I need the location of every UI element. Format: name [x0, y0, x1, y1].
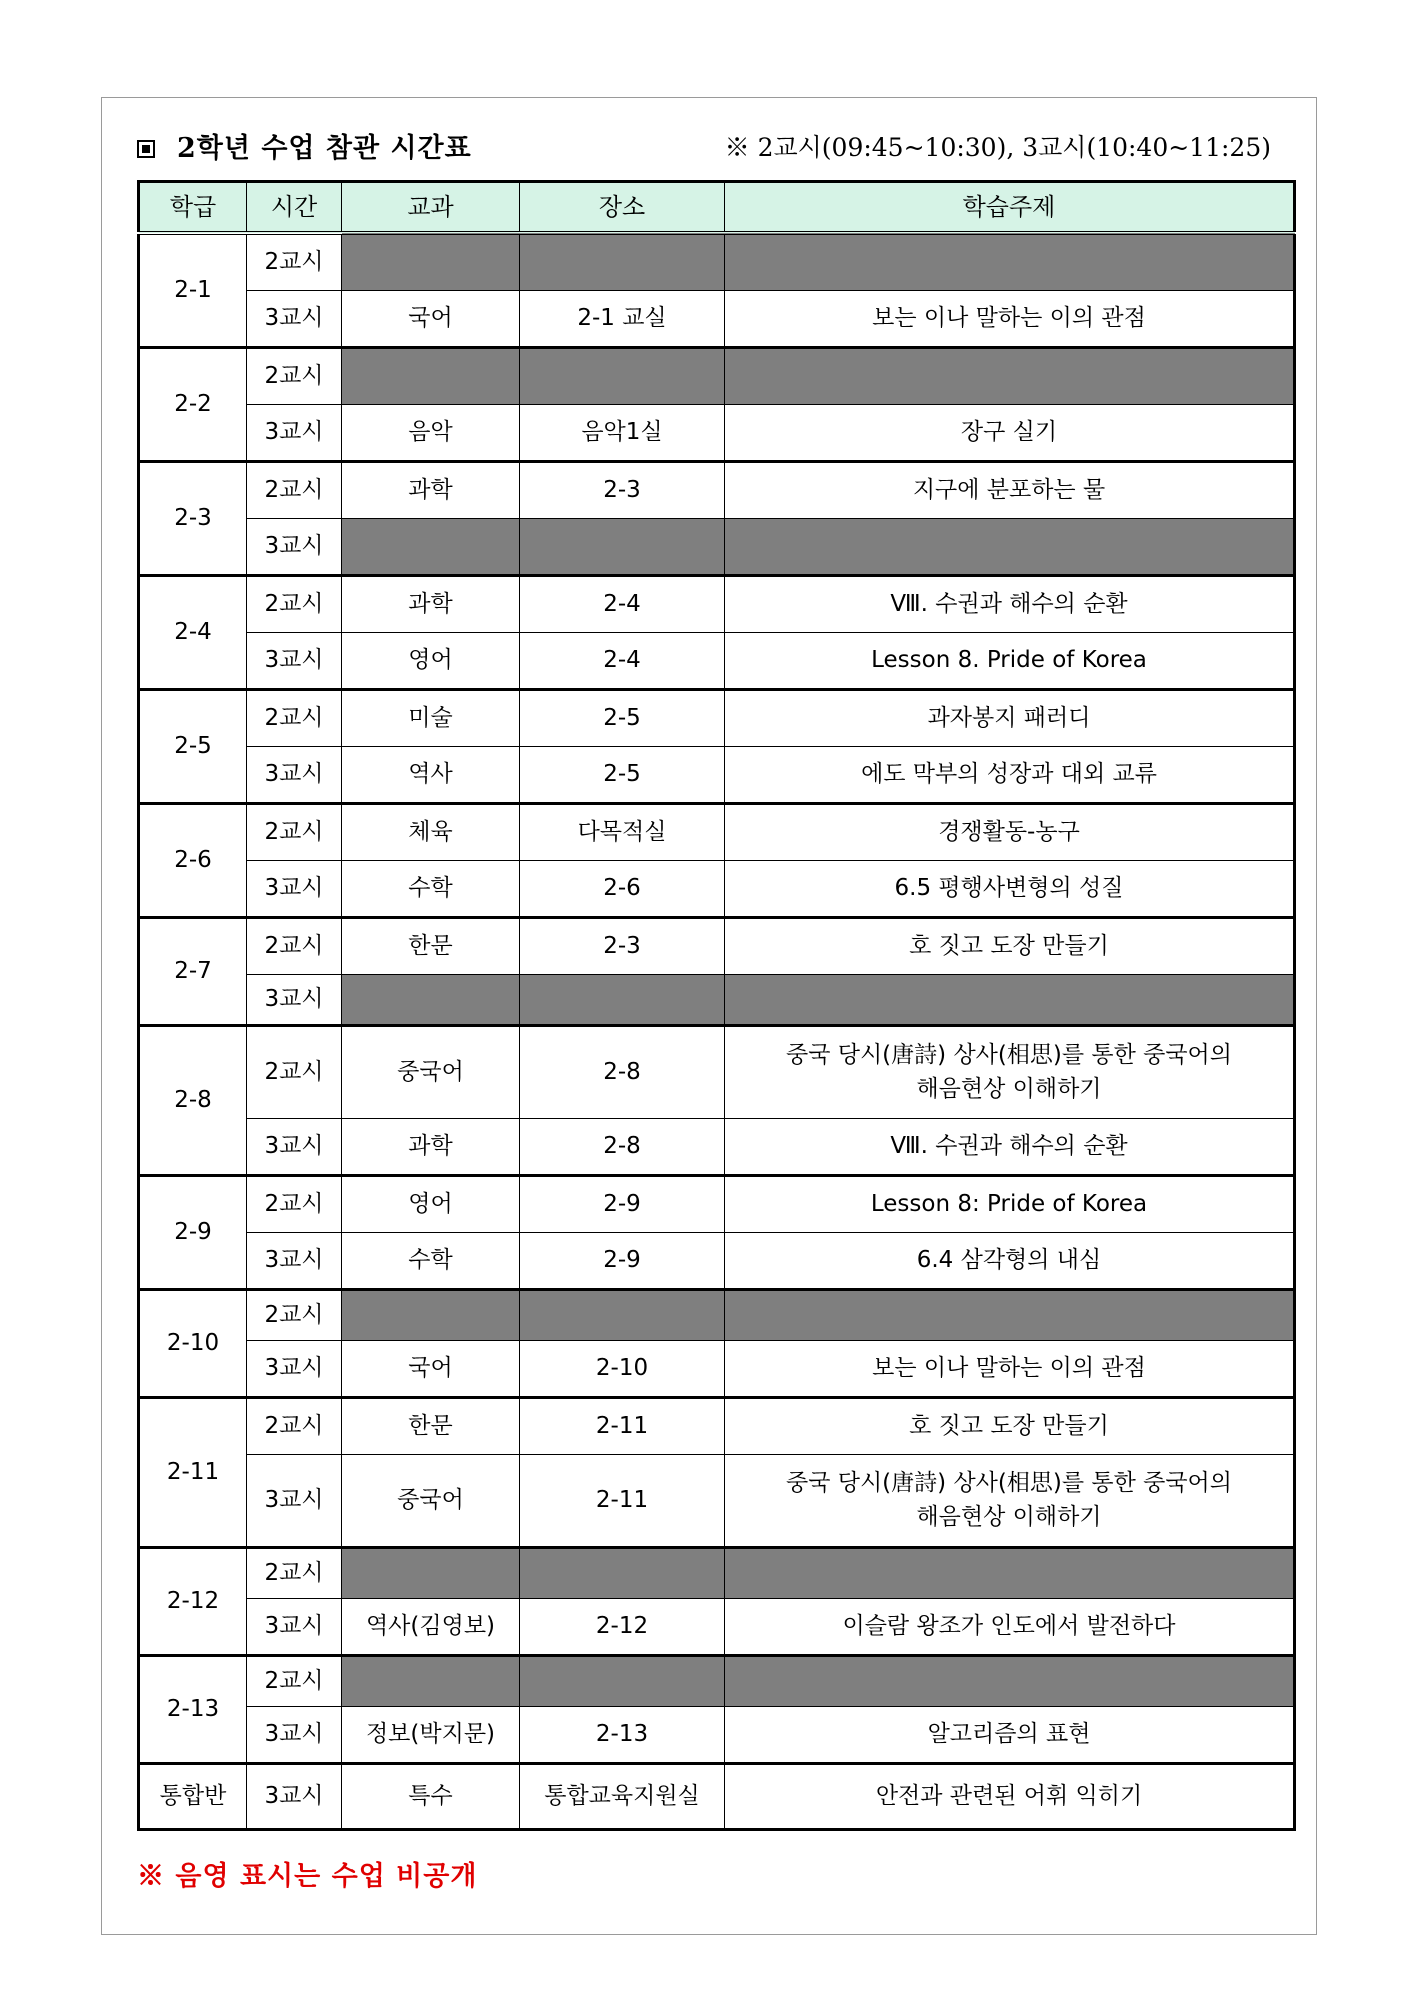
room-cell: 2-10	[520, 1340, 725, 1397]
grade-cell: 2-5	[139, 689, 247, 803]
col-header-room: 장소	[520, 182, 725, 234]
subject-cell: 체육	[342, 803, 520, 860]
room-cell: 2-9	[520, 1175, 725, 1232]
topic-cell: 알고리즘의 표현	[725, 1706, 1295, 1763]
hidden-subject-cell	[342, 974, 520, 1025]
period-cell: 2교시	[247, 347, 342, 404]
subject-cell: 특수	[342, 1763, 520, 1829]
table-row	[139, 632, 1295, 689]
topic-cell: Ⅷ. 수권과 해수의 순환	[725, 575, 1295, 632]
subject-cell: 음악	[342, 404, 520, 461]
hidden-topic-cell	[725, 1655, 1295, 1706]
period-cell: 2교시	[247, 1397, 342, 1454]
period-cell: 3교시	[247, 632, 342, 689]
period-cell: 3교시	[247, 1232, 342, 1289]
topic-cell: Lesson 8. Pride of Korea	[725, 632, 1295, 689]
topic-cell: 호 짓고 도장 만들기	[725, 1397, 1295, 1454]
subject-cell: 수학	[342, 1232, 520, 1289]
table-row	[139, 290, 1295, 347]
title-text: 2학년 수업 참관 시간표	[177, 133, 472, 164]
col-header-grade: 학급	[139, 182, 247, 234]
grade-cell: 2-11	[139, 1397, 247, 1547]
hidden-topic-cell	[725, 518, 1295, 575]
table-row	[139, 347, 1295, 404]
table-row	[139, 746, 1295, 803]
table-row	[139, 1598, 1295, 1655]
table-row	[139, 974, 1295, 1025]
topic-cell: 안전과 관련된 어휘 익히기	[725, 1763, 1295, 1829]
period-cell: 3교시	[247, 518, 342, 575]
room-cell: 2-8	[520, 1025, 725, 1118]
subject-cell: 역사	[342, 746, 520, 803]
subject-cell: 과학	[342, 1118, 520, 1175]
period-cell: 2교시	[247, 1655, 342, 1706]
room-cell: 음악1실	[520, 404, 725, 461]
grade-cell: 2-3	[139, 461, 247, 575]
period-cell: 3교시	[247, 404, 342, 461]
table-row	[139, 1175, 1295, 1232]
period-cell: 3교시	[247, 974, 342, 1025]
period-cell: 2교시	[247, 575, 342, 632]
table-row	[139, 461, 1295, 518]
topic-cell: Ⅷ. 수권과 해수의 순환	[725, 1118, 1295, 1175]
grade-cell: 2-10	[139, 1289, 247, 1397]
subject-cell: 중국어	[342, 1454, 520, 1547]
hidden-topic-cell	[725, 1289, 1295, 1340]
hidden-topic-cell	[725, 347, 1295, 404]
topic-cell: 에도 막부의 성장과 대외 교류	[725, 746, 1295, 803]
table-row	[139, 518, 1295, 575]
hidden-room-cell	[520, 1655, 725, 1706]
subject-cell: 영어	[342, 632, 520, 689]
topic-cell: 장구 실기	[725, 404, 1295, 461]
period-cell: 3교시	[247, 1598, 342, 1655]
period-cell: 2교시	[247, 689, 342, 746]
table-row	[139, 1232, 1295, 1289]
table-row	[139, 1025, 1295, 1118]
subject-cell: 수학	[342, 860, 520, 917]
table-row	[139, 1547, 1295, 1598]
hidden-room-cell	[520, 518, 725, 575]
table-row	[139, 1118, 1295, 1175]
table-row	[139, 1340, 1295, 1397]
hidden-subject-cell	[342, 1289, 520, 1340]
table-row	[139, 917, 1295, 974]
document-header	[137, 124, 1277, 168]
hidden-topic-cell	[725, 1547, 1295, 1598]
grade-cell: 통합반	[139, 1763, 247, 1829]
table-row	[139, 689, 1295, 746]
room-cell: 2-11	[520, 1454, 725, 1547]
room-cell: 2-1 교실	[520, 290, 725, 347]
period-cell: 2교시	[247, 803, 342, 860]
hidden-topic-cell	[725, 974, 1295, 1025]
period-cell: 2교시	[247, 1175, 342, 1232]
room-cell: 2-3	[520, 461, 725, 518]
hidden-room-cell	[520, 1289, 725, 1340]
subject-cell: 미술	[342, 689, 520, 746]
table-row	[139, 404, 1295, 461]
grade-cell: 2-12	[139, 1547, 247, 1655]
hidden-subject-cell	[342, 1655, 520, 1706]
room-cell: 2-5	[520, 689, 725, 746]
table-row	[139, 860, 1295, 917]
table-row	[139, 1454, 1295, 1547]
period-cell: 3교시	[247, 1118, 342, 1175]
room-cell: 2-6	[520, 860, 725, 917]
period-cell: 3교시	[247, 290, 342, 347]
hidden-subject-cell	[342, 233, 520, 290]
table-row	[139, 1763, 1295, 1829]
header-row	[139, 182, 1295, 234]
topic-cell: 6.4 삼각형의 내심	[725, 1232, 1295, 1289]
topic-cell: 호 짓고 도장 만들기	[725, 917, 1295, 974]
schedule-table	[137, 180, 1296, 1831]
period-cell: 3교시	[247, 1340, 342, 1397]
hidden-subject-cell	[342, 518, 520, 575]
period-cell: 2교시	[247, 1025, 342, 1118]
grade-cell: 2-7	[139, 917, 247, 1025]
grade-cell: 2-4	[139, 575, 247, 689]
period-cell: 2교시	[247, 461, 342, 518]
grade-cell: 2-8	[139, 1025, 247, 1175]
table-row	[139, 575, 1295, 632]
room-cell: 2-9	[520, 1232, 725, 1289]
topic-cell: 중국 당시(唐詩) 상사(相思)를 통한 중국어의 해음현상 이해하기	[725, 1025, 1295, 1118]
room-cell: 2-12	[520, 1598, 725, 1655]
hidden-room-cell	[520, 347, 725, 404]
room-cell: 2-13	[520, 1706, 725, 1763]
topic-cell: 보는 이나 말하는 이의 관점	[725, 290, 1295, 347]
grade-cell: 2-1	[139, 233, 247, 347]
hidden-subject-cell	[342, 1547, 520, 1598]
topic-cell: Lesson 8: Pride of Korea	[725, 1175, 1295, 1232]
col-header-topic: 학습주제	[725, 182, 1295, 234]
period-cell: 2교시	[247, 233, 342, 290]
hidden-subject-cell	[342, 347, 520, 404]
room-cell: 2-5	[520, 746, 725, 803]
subject-cell: 중국어	[342, 1025, 520, 1118]
table-row	[139, 1706, 1295, 1763]
topic-cell: 이슬람 왕조가 인도에서 발전하다	[725, 1598, 1295, 1655]
room-cell: 다목적실	[520, 803, 725, 860]
grade-cell: 2-2	[139, 347, 247, 461]
period-cell: 3교시	[247, 1454, 342, 1547]
topic-cell: 중국 당시(唐詩) 상사(相思)를 통한 중국어의 해음현상 이해하기	[725, 1454, 1295, 1547]
topic-cell: 경쟁활동-농구	[725, 803, 1295, 860]
topic-cell: 과자봉지 패러디	[725, 689, 1295, 746]
col-header-subject: 교과	[342, 182, 520, 234]
topic-cell: 보는 이나 말하는 이의 관점	[725, 1340, 1295, 1397]
period-cell: 2교시	[247, 1289, 342, 1340]
topic-cell: 6.5 평행사변형의 성질	[725, 860, 1295, 917]
subject-cell: 과학	[342, 575, 520, 632]
table-row	[139, 1397, 1295, 1454]
grade-cell: 2-6	[139, 803, 247, 917]
room-cell: 2-11	[520, 1397, 725, 1454]
room-cell: 2-3	[520, 917, 725, 974]
grade-cell: 2-9	[139, 1175, 247, 1289]
table-row	[139, 1289, 1295, 1340]
table-row	[139, 1655, 1295, 1706]
subject-cell: 과학	[342, 461, 520, 518]
table-row	[139, 803, 1295, 860]
period-cell: 2교시	[247, 1547, 342, 1598]
subject-cell: 정보(박지문)	[342, 1706, 520, 1763]
subject-cell: 국어	[342, 290, 520, 347]
topic-cell: 지구에 분포하는 물	[725, 461, 1295, 518]
period-times: ※ 2교시(09:45~10:30), 3교시(10:40~11:25)	[724, 133, 1271, 162]
col-header-period: 시간	[247, 182, 342, 234]
hidden-room-cell	[520, 1547, 725, 1598]
room-cell: 2-4	[520, 575, 725, 632]
hidden-room-cell	[520, 974, 725, 1025]
hidden-topic-cell	[725, 233, 1295, 290]
hidden-room-cell	[520, 233, 725, 290]
period-cell: 3교시	[247, 746, 342, 803]
subject-cell: 한문	[342, 1397, 520, 1454]
room-cell: 통합교육지원실	[520, 1763, 725, 1829]
room-cell: 2-8	[520, 1118, 725, 1175]
grade-cell: 2-13	[139, 1655, 247, 1763]
square-bullet-icon	[137, 140, 155, 158]
table-row	[139, 233, 1295, 290]
subject-cell: 영어	[342, 1175, 520, 1232]
period-cell: 3교시	[247, 860, 342, 917]
room-cell: 2-4	[520, 632, 725, 689]
subject-cell: 국어	[342, 1340, 520, 1397]
period-cell: 2교시	[247, 917, 342, 974]
shade-note: ※ 음영 표시는 수업 비공개	[137, 1861, 478, 1892]
page-title	[137, 126, 472, 165]
schedule-body	[139, 233, 1295, 1829]
subject-cell: 역사(김영보)	[342, 1598, 520, 1655]
period-cell: 3교시	[247, 1706, 342, 1763]
period-cell: 3교시	[247, 1763, 342, 1829]
subject-cell: 한문	[342, 917, 520, 974]
